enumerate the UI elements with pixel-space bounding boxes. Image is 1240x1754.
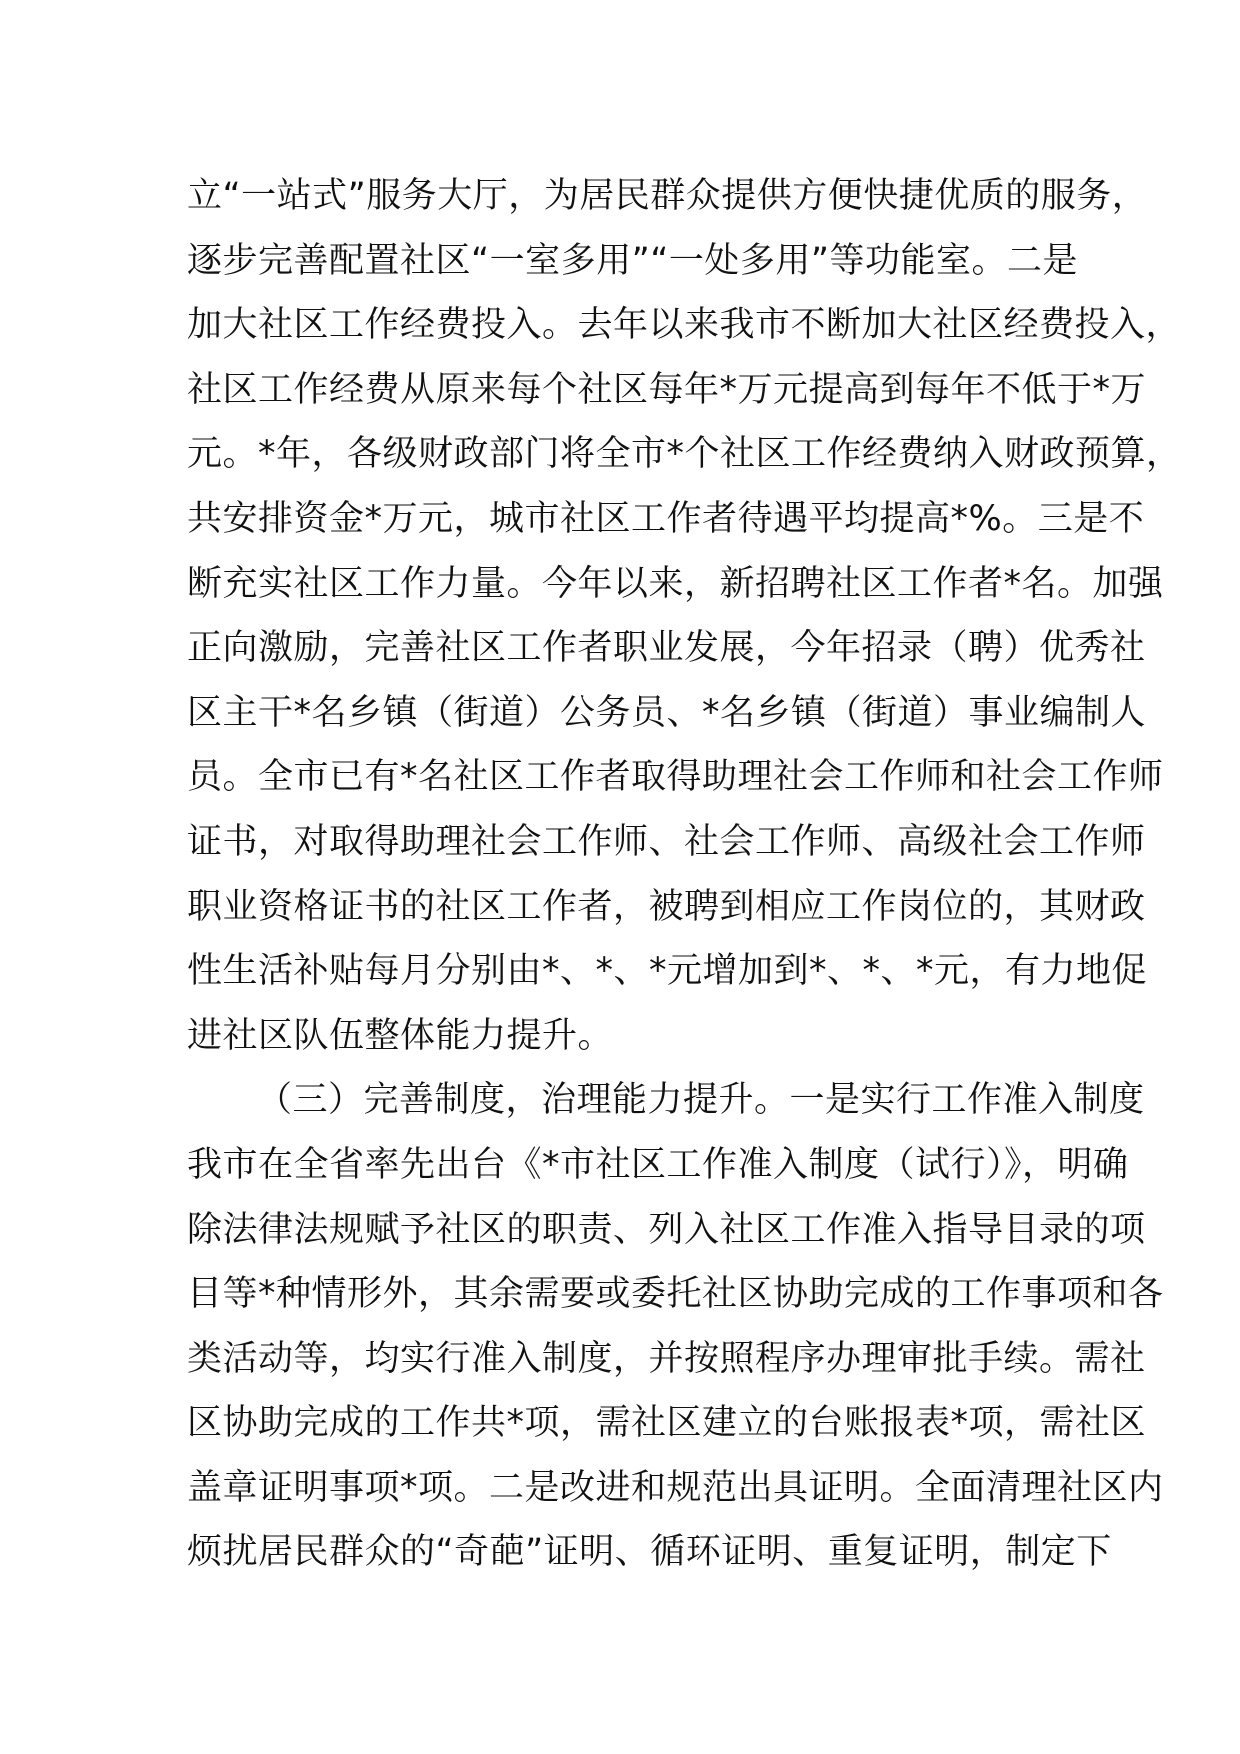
text-line: 断充实社区工作力量。今年以来，新招聘社区工作者*名。加强: [187, 563, 1164, 604]
text-line: 我市在全省率先出台《*市社区工作准入制度（试行）》，明确: [187, 1144, 1129, 1185]
text-line: 职业资格证书的社区工作者，被聘到相应工作岗位的，其财政: [187, 886, 1146, 927]
text-line: 员。全市已有*名社区工作者取得助理社会工作师和社会工作师: [187, 757, 1164, 798]
text-line: 正向激励，完善社区工作者职业发展，今年招录（聘）优秀社: [187, 628, 1146, 669]
text-line: 社区工作经费从原来每个社区每年*万元提高到每年不低于*万: [187, 369, 1147, 410]
section-heading-line: （三）完善制度，治理能力提升。一是实行工作准入制度: [257, 1080, 1145, 1121]
text-line: 类活动等，均实行准入制度，并按照程序办理审批手续。需社: [187, 1338, 1146, 1379]
text-line: 进社区队伍整体能力提升。: [187, 1015, 614, 1056]
text-line: 区主干*名乡镇（街道）公务员、*名乡镇（街道）事业编制人: [187, 692, 1147, 733]
body-text: [187, 164, 1182, 1585]
text-line: 目等*种情形外，其余需要或委托社区协助完成的工作事项和各: [187, 1274, 1164, 1315]
text-line: 盖章证明事项*项。二是改进和规范出具证明。全面清理社区内: [187, 1467, 1164, 1508]
text-line: 元。*年，各级财政部门将全市*个社区工作经费纳入财政预算，: [187, 434, 1182, 475]
text-line: 逐步完善配置社区“一室多用”“一处多用”等功能室。二是: [187, 240, 1079, 281]
text-line: 加大社区工作经费投入。去年以来我市不断加大社区经费投入，: [187, 305, 1182, 346]
text-line: 立“一站式”服务大厅，为居民群众提供方便快捷优质的服务，: [187, 176, 1148, 216]
text-line: 性生活补贴每月分别由*、*、*元增加到*、*、*元，有力地促: [187, 951, 1148, 992]
text-line: 共安排资金*万元，城市社区工作者待遇平均提高*%。三是不: [187, 498, 1145, 539]
text-line: 区协助完成的工作共*项，需社区建立的台账报表*项，需社区: [187, 1403, 1147, 1444]
text-line: 除法律法规赋予社区的职责、列入社区工作准入指导目录的项: [187, 1209, 1146, 1250]
text-line: 烦扰居民群众的“奇葩”证明、循环证明、重复证明，制定下: [187, 1532, 1112, 1573]
text-line: 证书，对取得助理社会工作师、社会工作师、高级社会工作师: [187, 821, 1146, 862]
